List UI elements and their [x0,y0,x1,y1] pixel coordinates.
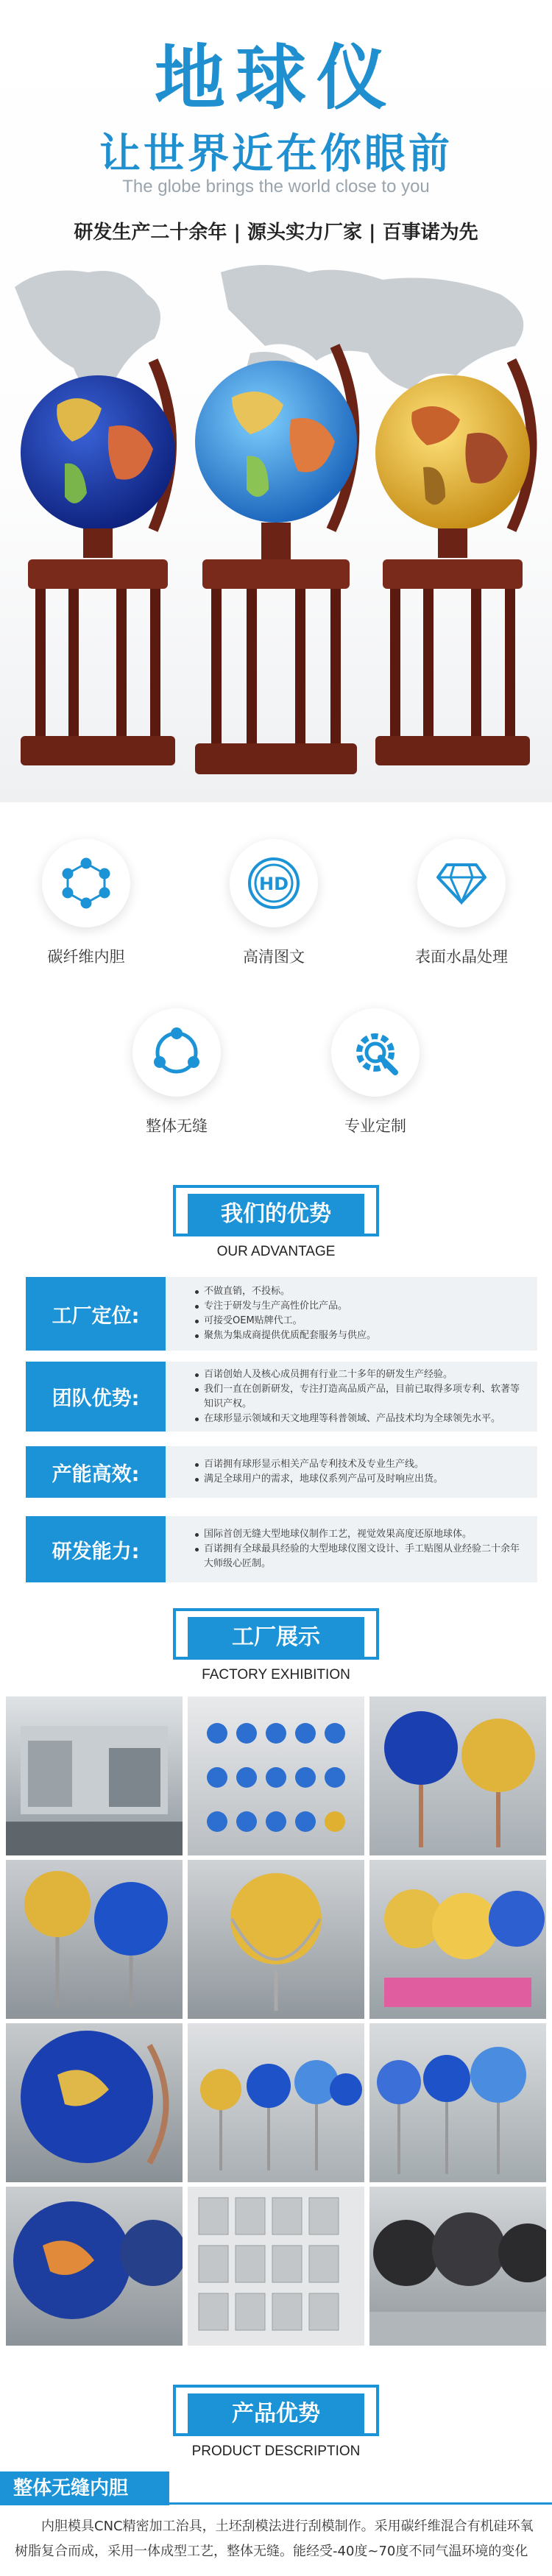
advantage-point: 国际首创无缝大型地球仪制作工艺，视觉效果高度还原地球体。 [195,1527,528,1542]
feature-crystal [388,839,535,967]
factory-photo [369,2187,546,2346]
feature-label: 碳纤维内胆 [47,948,125,966]
advantage-title: 我们的优势 [188,1194,364,1235]
hero-banner [0,0,552,802]
advantage-header [0,1185,552,1266]
hero-subtitle: 让世界近在你眼前 [99,130,453,178]
diamond-icon [436,861,487,905]
seamless-description: 内胆模具CNC精密加工治具，土坯刮模法进行刮模制作。采用碳纤维混合有机硅环氧树脂复合而成，采用一体成型工艺，整体无缝。能经受-40度~70度不同气温环境的变化 [15,2519,534,2559]
advantage-tag: 工厂定位: [26,1277,166,1351]
seamless-title: 整体无缝内胆 [0,2471,169,2505]
factory-photo [188,2187,364,2346]
advantage-row-team [26,1362,537,1432]
factory-subtitle: FACTORY EXHIBITION [202,1667,350,1682]
factory-photo-grid [6,1696,546,2355]
gear-wrench-icon [348,1025,403,1080]
factory-photo [6,2187,183,2346]
advantage-point: 满足全球用户的需求，地球仪系列产品可及时响应出货。 [195,1472,528,1487]
factory-photo [188,1696,364,1855]
seamless-circle-icon [149,1025,204,1080]
advantage-point: 我们一直在创新研发，专注打造高品质产品，目前已取得多项专利、软著等知识产权。 [195,1382,528,1412]
advantage-subtitle: OUR ADVANTAGE [216,1244,336,1259]
advantage-point: 百诺创始人及核心成员拥有行业二十多年的研发生产经验。 [195,1367,528,1382]
feature-label: 高清图文 [243,948,305,966]
globe-blue-dark [13,339,183,780]
factory-photo [369,1860,546,2019]
product-header [0,2385,552,2466]
factory-header [0,1608,552,1689]
feature-label: 整体无缝 [146,1117,208,1135]
product-title: 产品优势 [188,2393,364,2435]
hero-title: 地球仪 [155,37,397,119]
feature-custom [302,1008,449,1136]
factory-photo [369,1696,546,1855]
advantage-point: 百诺拥有全球最具经验的大型地球仪图文设计、手工贴图从业经验二十余年大师级心匠制。 [195,1542,528,1571]
globe-antique-yellow [368,339,541,780]
advantage-row-rd [26,1516,537,1582]
factory-photo [188,1860,364,2019]
feature-icons [0,817,552,1170]
hd-icon [247,856,301,910]
advantage-tag: 产能高效: [26,1446,166,1498]
advantage-point: 聚焦为集成商提供优质配套服务与供应。 [195,1328,528,1343]
carbon-fiber-molecule-icon [60,857,112,909]
feature-label: 专业定制 [344,1117,406,1135]
factory-photo [6,1696,183,1855]
seamless-divider [0,2502,552,2505]
feature-carbon-fiber [13,839,160,967]
factory-photo [6,1860,183,2019]
advantage-point: 可接受OEM贴牌代工。 [195,1314,528,1328]
feature-hd [200,839,347,967]
globe-light-blue [188,324,364,788]
advantage-point: 专注于研发与生产高性价比产品。 [195,1299,528,1314]
advantage-point: 不做直销，不投标。 [195,1284,528,1299]
product-subtitle: PRODUCT DESCRIPTION [191,2444,361,2459]
hero-slogan: 研发生产二十余年 | 源头实力厂家 | 百事诺为先 [74,222,478,244]
factory-title: 工厂展示 [188,1617,364,1658]
hero-tagline-en: The globe brings the world close to you [122,177,430,197]
svg-text:HD: HD [258,874,289,894]
advantage-row-capacity [26,1446,537,1498]
factory-photo [6,2023,183,2182]
advantage-tag: 研发能力: [26,1516,166,1582]
advantage-point: 百诺拥有球形显示相关产品专利技术及专业生产线。 [195,1457,528,1472]
advantage-tag: 团队优势: [26,1362,166,1432]
factory-photo [369,2023,546,2182]
advantage-row-factory [26,1277,537,1351]
feature-label: 表面水晶处理 [415,948,508,966]
factory-photo [188,2023,364,2182]
advantage-point: 在球形显示领域和天文地理等科普领域、产品技术均为全球领先水平。 [195,1412,528,1426]
feature-seamless [103,1008,250,1136]
